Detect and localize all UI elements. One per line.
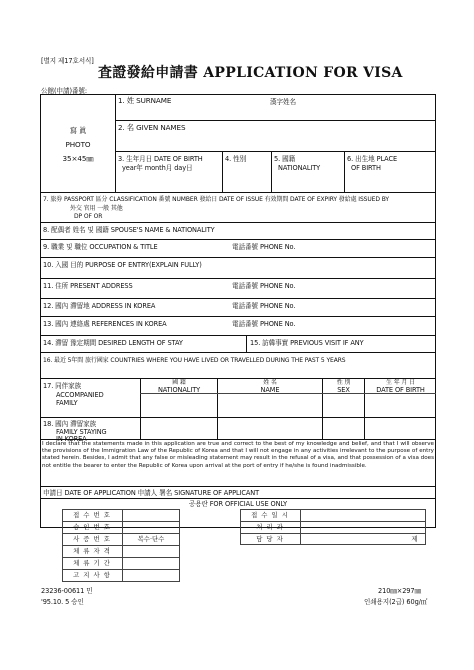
- form-number: [별지 제17호서식]: [41, 57, 94, 65]
- col-sex-kr: 性 別: [336, 379, 351, 386]
- field-references-phone: 電話番號 PHONE No.: [232, 320, 296, 328]
- field-chinese-name: 漢字姓名: [270, 98, 296, 106]
- field-purpose: 10. 入國 目的 PURPOSE OF ENTRY(EXPLAIN FULLY): [43, 261, 202, 269]
- field-passport-class: 外交 官用 一般 其他: [70, 205, 123, 212]
- field-passport: 7. 旅券 PASSPORT 區分 CLASSIFICATION 番號 NUMBER 發給日 DATE OF ISSUE 有效期間 DATE OF EXPIRY 發給處 ISSUED BY: [43, 196, 389, 203]
- field-present-address: 11. 住所 PRESENT ADDRESS: [43, 282, 133, 290]
- field-date-of-birth: 3. 生年月日 DATE OF BIRTH: [118, 155, 203, 163]
- field-occupation-phone: 電話番號 PHONE No.: [232, 243, 296, 251]
- photo-size: 35×45㎜: [62, 154, 94, 163]
- field-address-korea-phone: 電話番號 PHONE No.: [232, 302, 296, 310]
- col-dob-kr: 生 年 月 日: [385, 379, 416, 386]
- footer-code: 23236-00611 민: [41, 587, 93, 595]
- declaration-text: I declare that the statements made in this application are true and correct to the best of my knowledge and belief, and that I will observe the provisions of the Immigration Law of the Republic of Korea and that I will not engage in any activities irrelevant to the purpose of entry stated herein. Besides, I admit that any false or misleading statement may result in the refusal of a visa, and that possession of a visa does not entitle the bearer to enter the Republic of Korea upon arrival at the port of entry if he/she is found inadmissible.: [42, 441, 434, 469]
- field-previous-visit: 15. 訪韓事實 PREVIOUS VISIT IF ANY: [250, 339, 364, 347]
- field-accompanied-family: 17. 同伴家族: [43, 382, 82, 390]
- page-title: 査證發給申請書 APPLICATION FOR VISA: [98, 65, 403, 81]
- field-surname: 1. 姓 SURNAME: [118, 96, 172, 105]
- signature-line: 申請日 DATE OF APPLICATION 申請人 署名 SIGNATURE OF APPLICANT: [43, 489, 260, 497]
- field-nationality: 5. 國籍: [274, 155, 296, 163]
- field-accompanied-family-en2: FAMILY: [56, 399, 78, 407]
- official-period: 체 류 기 간: [73, 559, 111, 567]
- field-place-of-birth: 6. 出生地 PLACE: [347, 155, 398, 163]
- col-sex: SEX: [337, 386, 350, 394]
- official-use-header: 공용란 FOR OFFICIAL USE ONLY: [188, 500, 288, 508]
- official-multi-single: 복수·단수: [137, 535, 165, 543]
- field-address-korea: 12. 國內 滯留地 ADDRESS IN KOREA: [43, 302, 156, 310]
- footer-paper-size: 210㎜×297㎜: [378, 587, 421, 595]
- serial-label: 公館(申請)番號:: [41, 87, 88, 95]
- official-officer: 담 당 자: [256, 535, 284, 543]
- field-passport-class-code: DP OF OR: [74, 213, 103, 220]
- field-given-names: 2. 名 GIVEN NAMES: [118, 123, 186, 132]
- field-occupation: 9. 職業 및 職位 OCCUPATION & TITLE: [43, 243, 158, 251]
- field-sex: 4. 性別: [225, 155, 247, 163]
- col-nationality: NATIONALITY: [157, 386, 201, 394]
- col-name-kr: 姓 名: [263, 379, 277, 386]
- col-name: NAME: [260, 386, 280, 394]
- official-receipt-no: 접 수 번 호: [73, 511, 111, 519]
- photo-label-en: PHOTO: [65, 140, 91, 149]
- col-nationality-kr: 國 籍: [172, 379, 186, 386]
- field-countries-travelled: 16. 最近 5年間 旅行國家 COUNTRIES WHERE YOU HAVE LIVED OR TRAVELLED DURING THE PAST 5 YEARS: [43, 357, 346, 364]
- field-accompanied-family-en1: ACCOMPANIED: [56, 391, 104, 399]
- official-department: 처 리 과: [256, 523, 284, 531]
- official-receipt-date: 접 수 일 시: [251, 511, 289, 519]
- field-family-in-korea-en2: IN KOREA: [56, 435, 87, 443]
- field-references: 13. 國內 連絡處 REFERENCES IN KOREA: [43, 320, 167, 328]
- footer-paper-spec: 인쇄용지(2급) 60g/㎡: [364, 598, 428, 606]
- official-approval-no: 승 인 번 호: [73, 523, 111, 531]
- official-status: 체 류 자 격: [73, 547, 111, 555]
- field-length-of-stay: 14. 滯留 豫定期間 DESIRED LENGTH OF STAY: [43, 339, 183, 347]
- field-family-in-korea-en1: FAMILY STAYING: [56, 428, 107, 436]
- field-address-phone: 電話番號 PHONE No.: [232, 282, 296, 290]
- field-spouse: 8. 配偶者 姓名 및 國籍 SPOUSE'S NAME & NATIONALITY: [43, 226, 215, 234]
- footer-date: '95.10. 5 승인: [41, 598, 84, 606]
- field-family-in-korea: 18. 國內 滯留家族: [43, 420, 97, 428]
- field-nationality-en: NATIONALITY: [278, 164, 321, 172]
- official-seal-mark: 제: [411, 535, 419, 543]
- photo-label: 寫 眞: [69, 126, 87, 135]
- field-dob-format: year年 month月 day日: [122, 164, 193, 172]
- col-dob: DATE OF BIRTH: [376, 386, 425, 394]
- official-visa-no: 사 증 번 호: [73, 535, 111, 543]
- official-notice: 고 지 사 항: [73, 571, 111, 579]
- field-place-of-birth-en: OF BIRTH: [351, 164, 381, 172]
